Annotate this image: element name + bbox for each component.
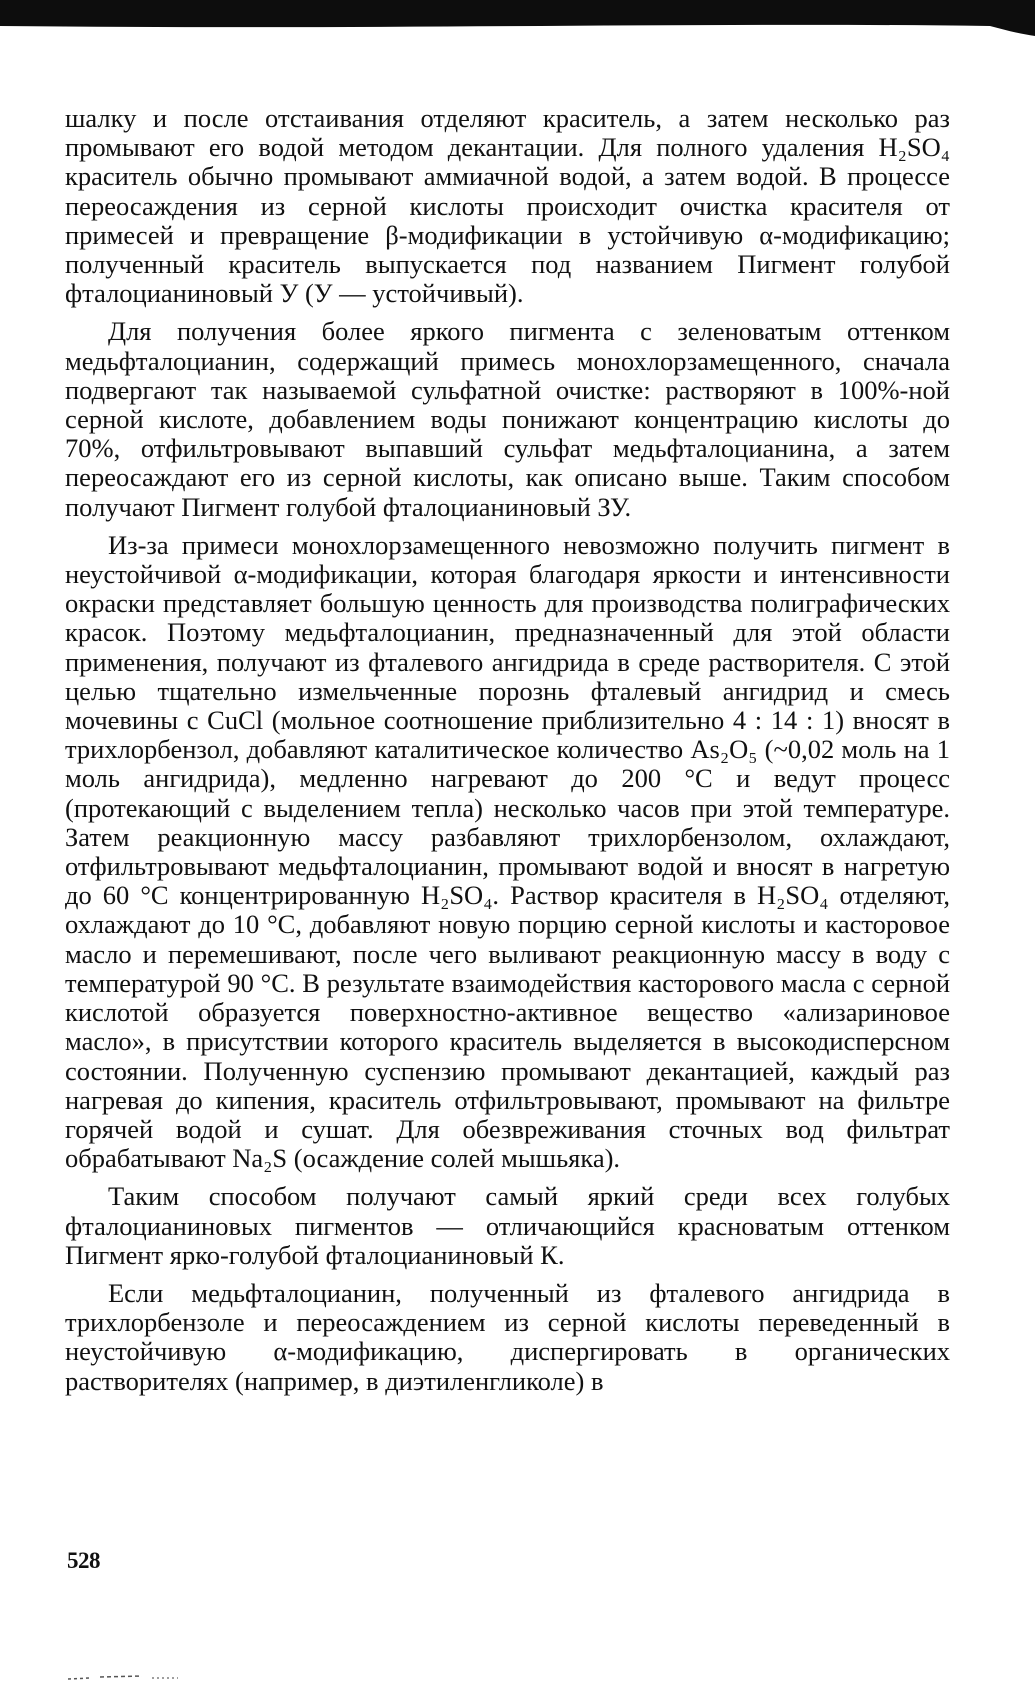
page-body-text: [65, 104, 950, 1405]
scan-artifact-marks: [60, 1670, 200, 1686]
paragraph-2: Для получения более яркого пигмента с зеленоватым оттенком медьфталоцианин, содержащий примесь монохлорзамещенного, сначала подвергают так называемой сульфатной очистке: растворяют в 100%-ной серной кислоте, добавлением воды понижают концентрацию кислоты до 70%, отфильтровывают выпавший сульфат медьфталоцианина, а затем переосаждают его из серной кислоты, как описано выше. Таким способом получают Пигмент голубой фталоцианиновый ЗУ.: [65, 316, 950, 522]
paragraph-1: шалку и после отстаивания отделяют краситель, а затем несколько раз промывают его водой методом декантации. Для полного удаления H₂SO₄ краситель обычно промывают аммиачной водой, а затем водой. В процессе переосаждения из серной кислоты происходит очистка красителя от примесей и превращение β-модификации в устойчивую α-модификацию; полученный краситель выпускается под названием Пигмент голубой фталоцианиновый У (У — устойчивый).: [65, 103, 950, 309]
paragraph-3: Из-за примеси монохлорзамещенного невозможно получить пигмент в неустойчивой α-модификации, которая благодаря яркости и интенсивности окраски представляет большую ценность для производства полиграфических красок. Поэтому медьфталоцианин, предназначенный для этой области применения, получают из фталевого ангидрида в среде растворителя. С этой целью тщательно измельченные порознь фталевый ангидрид и смесь мочевины с CuCl (мольное соотношение приблизительно 4 : 14 : 1) вносят в трихлорбензол, добавляют каталитическое количество As₂O₅ (~0,02 моль на 1 моль ангидрида), медленно нагревают до 200 °C и ведут процесс (протекающий с выделением тепла) несколько часов при этой температуре. Затем реакционную массу разбавляют трихлорбензолом, охлаждают, отфильтровывают медьфталоцианин, промывают водой и вносят в нагретую до 60 °C концентрированную H₂SO₄. Раствор красителя в H₂SO₄ отделяют, охлаждают до 10 °C, добавляют новую порцию серной кислоты и касторовое масло и перемешивают, после чего выливают реакционную массу в воду с температурой 90 °C. В результате взаимодействия касторового масла с серной кислотой образуется поверхностно-активное вещество «ализариновое масло», в присутствии которого краситель выделяется в высокодисперсном состоянии. Полученную суспензию промывают декантацией, каждый раз нагревая до кипения, краситель отфильтровывают, промывают на фильтре горячей водой и сушат. Для обезвреживания сточных вод фильтрат обрабатывают Na₂S (осаждение солей мышьяка).: [65, 529, 950, 1174]
paragraph-4: Таким способом получают самый яркий среди всех голубых фталоцианиновых пигментов — отличающийся красноватым оттенком Пигмент ярко-голубой фталоцианиновый К.: [65, 1181, 950, 1270]
paragraph-5: Если медьфталоцианин, полученный из фталевого ангидрида в трихлорбензоле и переосаждением из серной кислоты переведенный в неустойчивую α-модификацию, диспергировать в органических растворителях (например, в диэтиленгликоле) в: [65, 1277, 950, 1396]
page-number: 528: [67, 1548, 100, 1573]
scan-top-edge: [0, 0, 1035, 40]
